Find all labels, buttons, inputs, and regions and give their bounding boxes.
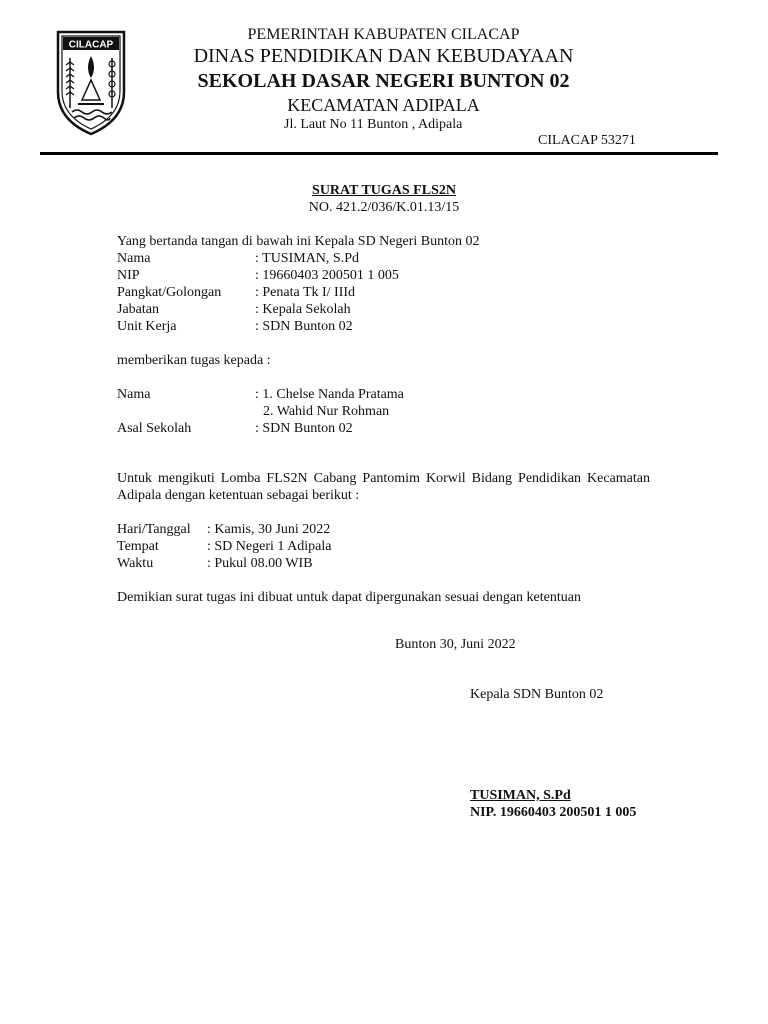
event-value: : SD Negeri 1 Adipala bbox=[207, 539, 332, 554]
kop-address: Jl. Laut No 11 Bunton , Adipala bbox=[284, 117, 463, 132]
signer-name: TUSIMAN, S.Pd bbox=[470, 788, 571, 803]
kop-school-name: SEKOLAH DASAR NEGERI BUNTON 02 bbox=[197, 70, 570, 92]
place-date: Bunton 30, Juni 2022 bbox=[395, 637, 516, 652]
event-value: : Kamis, 30 Juni 2022 bbox=[207, 522, 331, 537]
signer-title: Kepala SDN Bunton 02 bbox=[470, 687, 604, 702]
field-value: : SDN Bunton 02 bbox=[255, 319, 353, 334]
school-row bbox=[117, 420, 353, 437]
event-row bbox=[117, 538, 332, 555]
event-row bbox=[117, 521, 331, 538]
field-value: : Kepala Sekolah bbox=[255, 302, 351, 317]
assignee-1: : 1. Chelse Nanda Pratama bbox=[255, 387, 404, 402]
purpose-paragraph: Untuk mengikuti Lomba FLS2N Cabang Pantomim Korwil Bidang Pendidikan Kecamatan Adipala dengan ketentuan sebagai berikut : bbox=[117, 471, 650, 503]
event-label: Hari/Tanggal bbox=[117, 522, 191, 537]
field-label: Nama bbox=[117, 251, 151, 266]
field-label: NIP bbox=[117, 268, 140, 283]
event-label: Tempat bbox=[117, 539, 159, 554]
field-value: : TUSIMAN, S.Pd bbox=[255, 251, 359, 266]
event-label: Waktu bbox=[117, 556, 154, 571]
field-row bbox=[117, 284, 356, 301]
field-row bbox=[117, 318, 353, 335]
kop-district-name: KECAMATAN ADIPALA bbox=[287, 95, 480, 115]
signer-nip: NIP. 19660403 200501 1 005 bbox=[470, 805, 637, 820]
cilacap-coat-of-arms-logo bbox=[54, 28, 128, 138]
assignee-2: 2. Wahid Nur Rohman bbox=[263, 404, 390, 419]
letter-number: NO. 421.2/036/K.01.13/15 bbox=[308, 200, 460, 215]
kop-postal-code: CILACAP 53271 bbox=[538, 133, 636, 148]
kop-department-name: DINAS PENDIDIKAN DAN KEBUDAYAAN bbox=[193, 45, 574, 67]
svg-text:CILACAP: CILACAP bbox=[68, 39, 114, 51]
field-label: Pangkat/Golongan bbox=[117, 285, 222, 300]
field-row bbox=[117, 301, 351, 318]
field-value: : Penata Tk I/ IIId bbox=[255, 285, 356, 300]
assignee-row bbox=[117, 386, 404, 403]
school-label: Asal Sekolah bbox=[117, 421, 192, 436]
field-row bbox=[117, 267, 399, 284]
field-label: Jabatan bbox=[117, 302, 159, 317]
assign-intro: memberikan tugas kepada : bbox=[117, 353, 271, 368]
kop-government-name: PEMERINTAH KABUPATEN CILACAP bbox=[247, 26, 520, 43]
closing-text: Demikian surat tugas ini dibuat untuk dapat dipergunakan sesuai dengan ketentuan bbox=[117, 590, 581, 605]
letter-title: SURAT TUGAS FLS2N bbox=[312, 183, 456, 198]
intro-text: Yang bertanda tangan di bawah ini Kepala SD Negeri Bunton 02 bbox=[117, 234, 480, 249]
field-value: : 19660403 200501 1 005 bbox=[255, 268, 399, 283]
school-value: : SDN Bunton 02 bbox=[255, 421, 353, 436]
assignee-label: Nama bbox=[117, 387, 151, 402]
field-label: Unit Kerja bbox=[117, 319, 177, 334]
event-value: : Pukul 08.00 WIB bbox=[207, 556, 313, 571]
letterhead-divider bbox=[40, 152, 718, 155]
field-row bbox=[117, 250, 359, 267]
event-row bbox=[117, 555, 313, 572]
